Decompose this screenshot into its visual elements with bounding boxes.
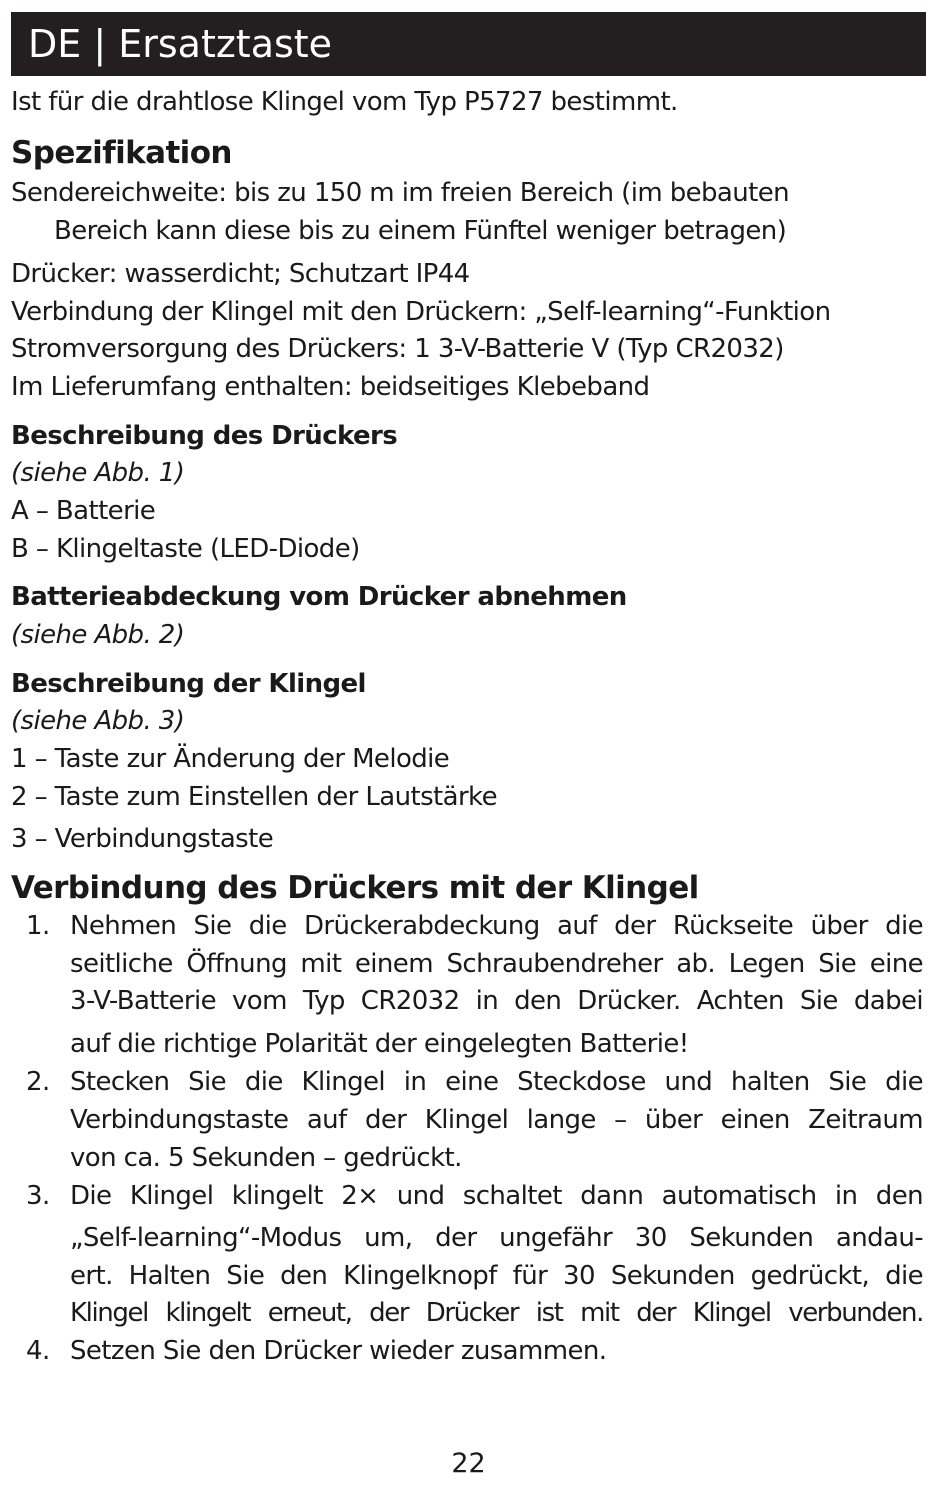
intro-text: Ist für die drahtlose Klingel vom Typ P5727 bestimmt. [11,87,678,117]
step-text-line: Die Klingel klingelt 2× und schaltet dann automatisch in den [70,1181,923,1211]
step-text-line: 3-V-Batterie vom Typ CR2032 in den Drücker. Achten Sie dabei [70,986,923,1016]
pairing-heading: Verbindung des Drückers mit der Klingel [11,870,699,906]
section-title-bar: DE | Ersatztaste [11,12,926,76]
step-number: 1. [26,911,50,941]
spec-power: Stromversorgung des Drückers: 1 3-V-Batterie V (Typ CR2032) [11,334,784,364]
pusher-desc-ref: (siehe Abb. 1) [11,458,185,488]
pusher-item-a: A – Batterie [11,496,156,526]
spec-range-line-1: Sendereichweite: bis zu 150 m im freien Bereich (im bebauten [11,178,789,208]
step-text-line: Klingel klingelt erneut, der Drücker ist mit der Klingel verbunden. [70,1298,923,1328]
bell-item-1: 1 – Taste zur Änderung der Melodie [11,744,450,774]
page-number: 22 [451,1448,486,1479]
step-text-line: Nehmen Sie die Drückerabdeckung auf der Rückseite über die [70,911,923,941]
spec-range-line-2: Bereich kann diese bis zu einem Fünftel weniger betragen) [54,216,787,246]
bell-item-3: 3 – Verbindungstaste [11,824,274,854]
pusher-item-b: B – Klingeltaste (LED-Diode) [11,534,360,564]
step-text-line: Stecken Sie die Klingel in eine Steckdose und halten Sie die [70,1067,923,1097]
battery-cover-heading: Batterieabdeckung vom Drücker abnehmen [11,582,627,612]
spec-scope: Im Lieferumfang enthalten: beidseitiges Klebeband [11,372,650,402]
step-text-line: von ca. 5 Sekunden – gedrückt. [70,1143,462,1173]
bell-desc-ref: (siehe Abb. 3) [11,706,185,736]
battery-cover-ref: (siehe Abb. 2) [11,620,185,650]
step-number: 4. [26,1336,50,1366]
spec-heading: Spezifikation [11,135,232,171]
bell-desc-heading: Beschreibung der Klingel [11,669,366,699]
step-text-line: Verbindungstaste auf der Klingel lange – über einen Zeitraum [70,1105,923,1135]
step-number: 2. [26,1067,50,1097]
bell-item-2: 2 – Taste zum Einstellen der Lautstärke [11,782,497,812]
step-number: 3. [26,1181,50,1211]
pusher-desc-heading: Beschreibung des Drückers [11,421,398,451]
spec-pusher: Drücker: wasserdicht; Schutzart IP44 [11,259,470,289]
step-text-line: ert. Halten Sie den Klingelknopf für 30 Sekunden gedrückt, die [70,1261,923,1291]
step-text-line: „Self-learning“-Modus um, der ungefähr 30 Sekunden andau- [70,1223,923,1253]
step-text-line: auf die richtige Polarität der eingelegten Batterie! [70,1029,689,1059]
step-text-line: seitliche Öffnung mit einem Schraubendreher ab. Legen Sie eine [70,949,923,979]
spec-connection: Verbindung der Klingel mit den Drückern: „Self-learning“-Funktion [11,297,831,327]
step-text-line: Setzen Sie den Drücker wieder zusammen. [70,1336,607,1366]
